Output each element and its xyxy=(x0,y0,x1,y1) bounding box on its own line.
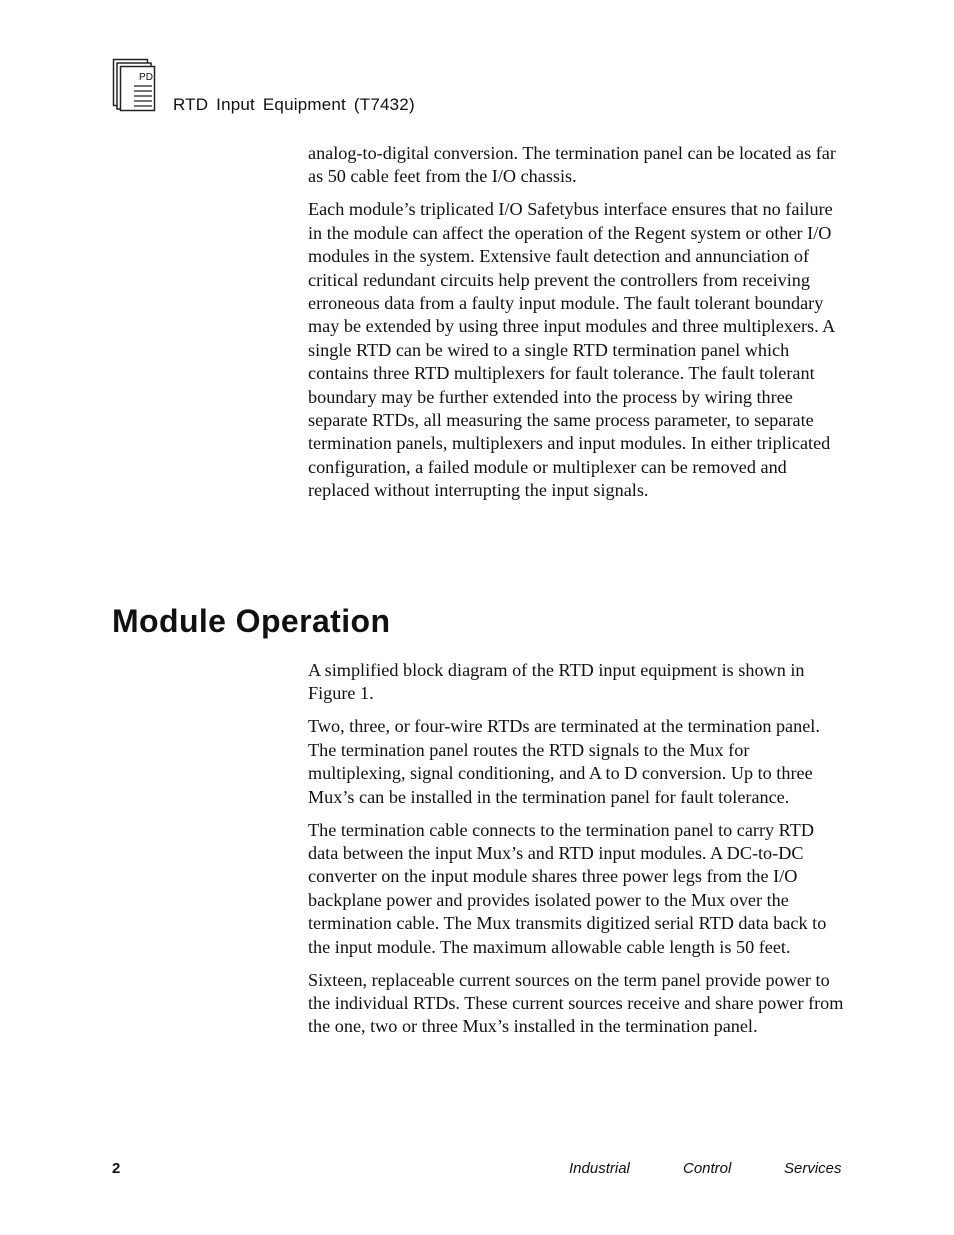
footer-company-word: Control xyxy=(683,1160,732,1177)
footer-company-word: Industrial xyxy=(569,1160,630,1177)
paragraph: The termination cable connects to the termination panel to carry RTD data between the input Mux’s and RTD input modules. A DC-to-DC converter on the input module shares three power legs from the I/O backplane power and provides isolated power to the Mux over the termination cable. The Mux transmits digitized serial RTD data back to the input module. The maximum allowable cable length is 50 feet. xyxy=(308,819,827,957)
icon-label: PD xyxy=(139,72,153,83)
document-pd-icon xyxy=(112,58,156,112)
intro-text-block xyxy=(308,142,848,512)
paragraph: Sixteen, replaceable current sources on the term panel provide power to the individual RTDs. These current sources receive and share power from the one, two or three Mux’s installed in the termination panel. xyxy=(308,969,844,1037)
page-number: 2 xyxy=(112,1160,121,1177)
section-heading: Module Operation xyxy=(112,603,391,639)
footer-company-word: Services xyxy=(784,1160,842,1177)
section-text-block xyxy=(308,659,848,1048)
paragraph: A simplified block diagram of the RTD input equipment is shown in Figure 1. xyxy=(308,660,805,704)
paragraph: Each module’s triplicated I/O Safetybus interface ensures that no failure in the module can affect the operation of the Regent system or other I/O modules in the system. Extensive fault detection and annunciation of critical redundant circuits help prevent the controllers from receiving erroneous data from a faulty input module. The fault tolerant boundary may be extended by using three input modules and three multiplexers. A single RTD can be wired to a single RTD termination panel which contains three RTD multiplexers for fault tolerance. The fault tolerant boundary may be further extended into the process by wiring three separate RTDs, all measuring the same process parameter, to separate termination panels, multiplexers and input modules. In either triplicated configuration, a failed module or multiplexer can be removed and replaced without interrupting the input signals. xyxy=(308,199,835,501)
running-header-title: RTD Input Equipment (T7432) xyxy=(173,95,415,114)
paragraph: analog-to-digital conversion. The termination panel can be located as far as 50 cable feet from the I/O chassis. xyxy=(308,143,836,187)
paragraph: Two, three, or four-wire RTDs are terminated at the termination panel. The termination panel routes the RTD signals to the Mux for multiplexing, signal conditioning, and A to D conversion. Up to three Mux’s can be installed in the termination panel for fault tolerance. xyxy=(308,716,820,807)
